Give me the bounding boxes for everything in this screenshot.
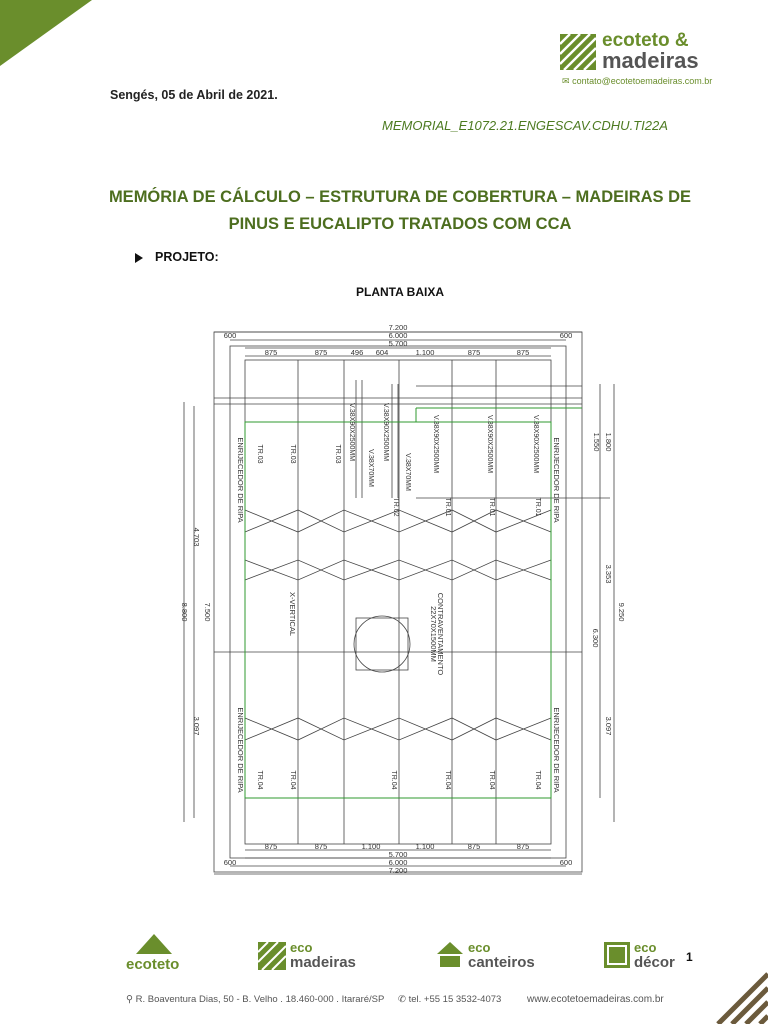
drawing-subtitle: PLANTA BAIXA (356, 285, 444, 299)
square-grain-icon (604, 942, 630, 968)
stiffener-label: ENRIJECEDOR DE RIPA (236, 707, 245, 793)
bracing-spec-label: 22X70X1500MM (429, 606, 438, 662)
dim-segment: 875 (516, 348, 530, 357)
dim-bottom-mid: 6.000 (388, 858, 408, 867)
truss-label: TR.04 (289, 770, 296, 790)
beam-label: V.38X90X2500MM (382, 402, 389, 462)
dim-left-overall: 8.800 (180, 602, 189, 622)
wood-grain-icon (258, 942, 286, 970)
beam-label: V.38X90X2500MM (532, 414, 539, 474)
beam-label: V.38X90X2500MM (432, 414, 439, 474)
dim-right-top-a: 1.800 (604, 432, 613, 452)
dim-segment: 496 (350, 348, 364, 357)
dim-right-overall: 9.250 (617, 602, 626, 622)
x-vertical-label: X-VERTICAL (288, 591, 297, 637)
truss-label: TR.04 (390, 770, 397, 790)
dim-segment: 875 (314, 842, 328, 851)
truss-label: TR.04 (488, 770, 495, 790)
dim-offset-bottom-right: 600 (559, 858, 573, 867)
contact-email[interactable]: ✉ contato@ecotetoemadeiras.com.br (562, 76, 713, 86)
mail-icon: ✉ (562, 76, 570, 86)
stiffener-label: ENRIJECEDOR DE RIPA (236, 437, 245, 523)
bullet-arrow-icon (135, 253, 143, 263)
corner-decoration-top (0, 0, 92, 66)
document-title (100, 184, 700, 238)
footer-phone[interactable]: ✆ tel. +55 15 3532-4073 (398, 994, 502, 1005)
title-line-1: MEMÓRIA DE CÁLCULO – ESTRUTURA DE COBERTURA – MADEIRAS DE (108, 188, 692, 206)
truss-label: TR.03 (256, 444, 263, 464)
dim-bottom-overall: 7.200 (388, 866, 408, 875)
footer-address: ⚲ R. Boaventura Dias, 50 - B. Velho . 18.460-000 . Itararé/SP (126, 994, 385, 1005)
bracing-label: CONTRAVENTAMENTO (436, 592, 445, 676)
house-icon (436, 940, 464, 968)
dim-right-lower: 3.097 (604, 716, 613, 736)
beam-label: V.38X70MM (404, 453, 411, 491)
dim-offset-top-left: 600 (223, 331, 237, 340)
stiffener-label: ENRIJECEDOR DE RIPA (552, 707, 561, 793)
page-number: 1 (686, 950, 693, 964)
dim-right-top-b: 1.550 (592, 432, 601, 452)
dim-segment: 875 (467, 842, 481, 851)
dim-top-mid: 6.000 (388, 331, 408, 340)
beam-label: V.38X70MM (367, 449, 374, 487)
dim-segment: 875 (264, 842, 278, 851)
document-date: Sengés, 05 de Abril de 2021. (110, 88, 278, 102)
dim-segment: 1.100 (415, 842, 435, 851)
dim-offset-top-right: 600 (559, 331, 573, 340)
stiffener-label: ENRIJECEDOR DE RIPA (552, 437, 561, 523)
truss-label: TR.04 (256, 770, 263, 790)
title-line-2: PINUS E EUCALIPTO TRATADOS COM CCA (228, 215, 572, 233)
brand-line-2: madeiras (602, 48, 699, 73)
dim-left-lower: 3.097 (192, 716, 201, 736)
dim-segment: 1.100 (415, 348, 435, 357)
dim-right-mid: 6.300 (591, 628, 600, 648)
truss-label: TR.04 (444, 770, 451, 790)
truss-label: TR.02 (392, 497, 399, 517)
wood-grain-icon (560, 34, 596, 70)
brand-line-1: ecoteto & (602, 30, 689, 51)
dim-offset-bottom-left: 600 (223, 858, 237, 867)
truss-label: TR.04 (534, 770, 541, 790)
truss-label: TR.03 (289, 444, 296, 464)
beam-label: V.38X90X2500MM (348, 402, 355, 462)
beam-label: V.38X90X2500MM (486, 414, 493, 474)
dim-segment: 875 (264, 348, 278, 357)
phone-icon: ✆ (398, 994, 406, 1005)
dim-left-inner: 7.500 (203, 602, 212, 622)
dim-bottom-inner: 5.700 (388, 850, 408, 859)
footer-website[interactable]: www.ecotetoemadeiras.com.br (527, 994, 664, 1005)
roof-icon (134, 932, 174, 956)
memorial-code: MEMORIAL_E1072.21.ENGESCAV.CDHU.TI22A (382, 118, 668, 133)
floor-plan-drawing (170, 322, 630, 884)
footer: ecoteto eco madeiras eco canteiros eco décor ⚲ R. Boaventura Dias, 50 - B. Velho . 18.460-000 . Itararé/SP ✆ tel. +55 15 3532-4073 www.ecotetoemadeiras.com.br (0, 928, 768, 1024)
truss-label: TR.01 (534, 497, 541, 517)
truss-label: TR.01 (444, 497, 451, 517)
truss-label: TR.01 (488, 497, 495, 517)
location-pin-icon: ⚲ (126, 994, 133, 1005)
corner-decoration-bottom (698, 954, 768, 1024)
dim-segment: 604 (375, 348, 389, 357)
truss-label: TR.03 (334, 444, 341, 464)
dim-right-upper: 3.353 (604, 564, 613, 584)
dim-segment: 875 (467, 348, 481, 357)
dim-segment: 875 (516, 842, 530, 851)
dim-segment: 875 (314, 348, 328, 357)
dim-left-upper: 4.703 (192, 527, 201, 547)
dim-top-inner: 5.700 (388, 339, 408, 348)
dim-top-overall: 7.200 (388, 323, 408, 332)
section-heading: PROJETO: (135, 250, 219, 264)
dim-segment: 1.100 (361, 842, 381, 851)
